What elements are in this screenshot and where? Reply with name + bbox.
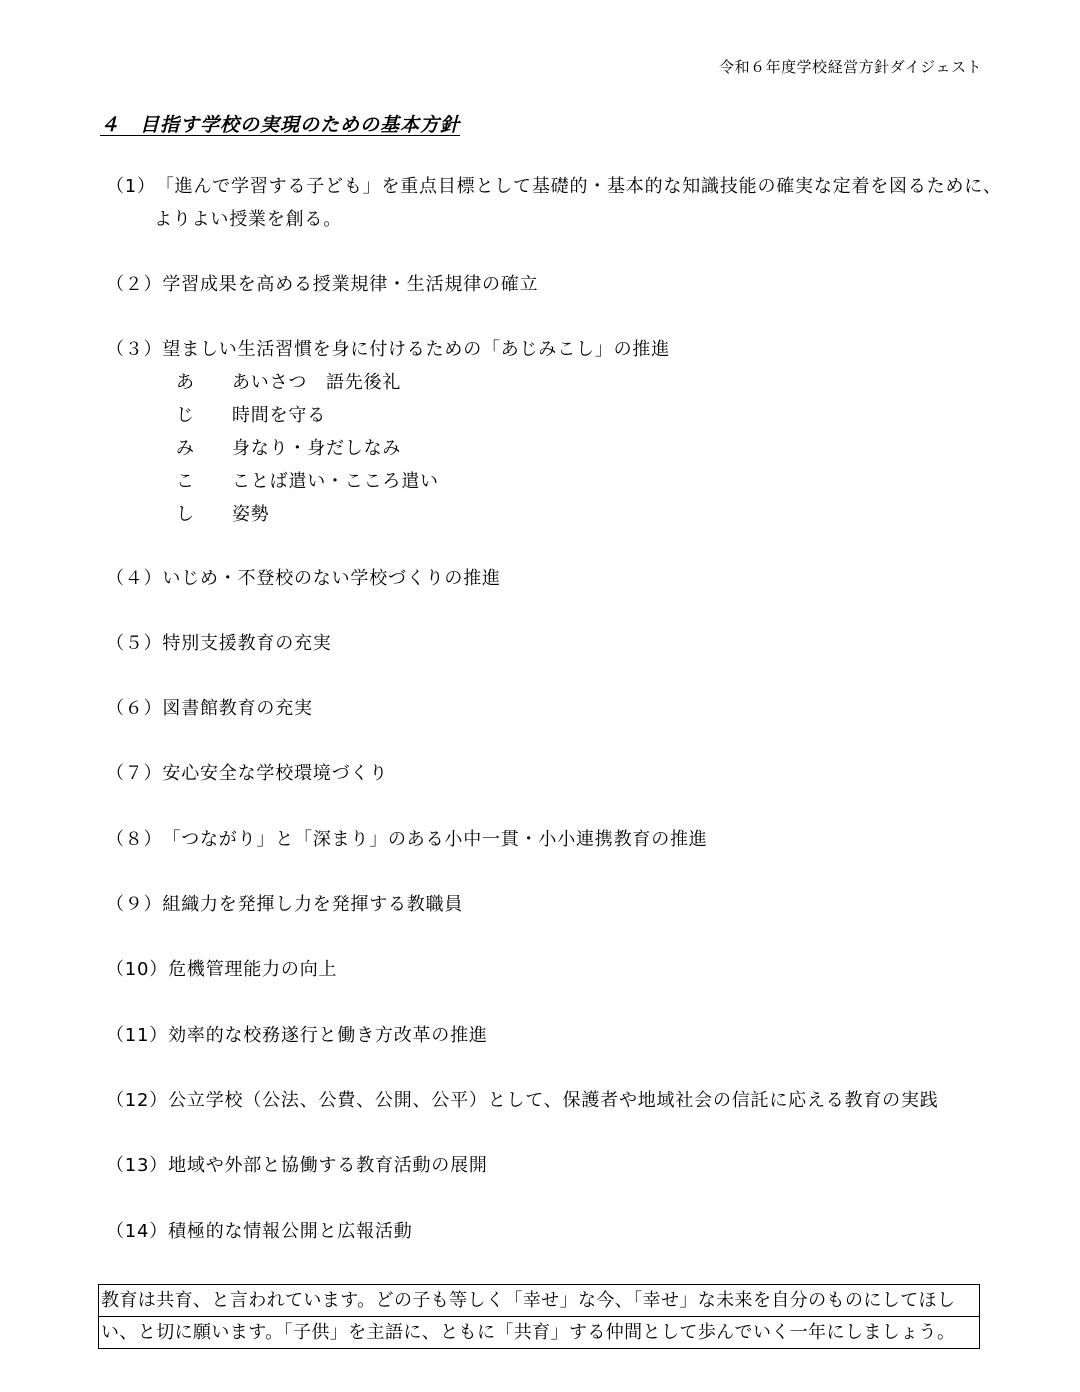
- policy-item-13: [106, 1149, 488, 1182]
- ajimikoshi-item-shi: [176, 498, 439, 531]
- ajimikoshi-item-a: [176, 366, 439, 399]
- policy-number: （10）: [106, 959, 169, 980]
- policy-text: 安心安全な学校環境づくり: [162, 763, 389, 784]
- policy-text: 地域や外部と協働する教育活動の展開: [168, 1155, 488, 1176]
- ajimikoshi-kana: み: [176, 438, 195, 459]
- policy-text: 「進んで学習する子ども」を重点目標として基礎的・基本的な知識技能の確実な定着を図るために、: [155, 176, 1002, 197]
- closing-message-line-1: 教育は共育、と言われています。どの子も等しく「幸せ」な今、「幸せ」な未来を自分のものにしてほし: [98, 1284, 980, 1317]
- policy-text: 「つながり」と「深まり」のある小中一貫・小小連携教育の推進: [162, 829, 708, 850]
- policy-item-6: [106, 692, 313, 725]
- policy-item-10: [106, 953, 337, 986]
- policy-text: 学習成果を高める授業規律・生活規律の確立: [162, 274, 539, 295]
- ajimikoshi-item-mi: [176, 432, 439, 465]
- policy-item-4: [106, 562, 501, 595]
- policy-item-11: [106, 1019, 488, 1052]
- policy-text: 組織力を発揮し力を発揮する教職員: [162, 894, 464, 915]
- ajimikoshi-kana: じ: [176, 405, 195, 426]
- policy-item-5: [106, 627, 332, 660]
- policy-item-8: [106, 823, 708, 856]
- policy-number: （７）: [106, 763, 163, 784]
- ajimikoshi-kana: こ: [176, 471, 195, 492]
- section-title: ４ 目指す学校の実現のための基本方針: [100, 114, 461, 136]
- policy-text: いじめ・不登校のない学校づくりの推進: [162, 568, 501, 589]
- policy-item-12: [106, 1084, 939, 1117]
- policy-number: （３）: [106, 339, 163, 360]
- policy-item-9: [106, 888, 463, 921]
- policy-text-continuation: よりよい授業を創る。: [154, 209, 342, 230]
- policy-item-14: [106, 1215, 413, 1248]
- policy-number: （２）: [106, 274, 163, 295]
- document-header-note: 令和６年度学校経営方針ダイジェスト: [719, 58, 982, 76]
- ajimikoshi-text: あいさつ 語先後礼: [232, 372, 402, 393]
- ajimikoshi-item-ko: [176, 465, 439, 498]
- ajimikoshi-text: 姿勢: [232, 504, 270, 525]
- policy-item-2: [106, 268, 538, 301]
- policy-text: 公立学校（公法、公費、公開、公平）として、保護者や地域社会の信託に応える教育の実践: [168, 1090, 939, 1111]
- ajimikoshi-text: 時間を守る: [232, 405, 326, 426]
- policy-number: （８）: [106, 829, 163, 850]
- policy-number: （９）: [106, 894, 163, 915]
- policy-item-3: [106, 333, 670, 366]
- policy-text: 危機管理能力の向上: [168, 959, 338, 980]
- ajimikoshi-list: [176, 366, 439, 531]
- ajimikoshi-text: ことば遣い・こころ遣い: [232, 471, 439, 492]
- policy-number: （12）: [106, 1090, 169, 1111]
- policy-number: （14）: [106, 1221, 169, 1242]
- policy-item-1: [106, 170, 1002, 236]
- policy-text: 特別支援教育の充実: [162, 633, 332, 654]
- ajimikoshi-item-ji: [176, 399, 439, 432]
- policy-number: （11）: [106, 1025, 169, 1046]
- ajimikoshi-kana: あ: [176, 372, 195, 393]
- closing-message-line-2: い、と切に願います。「子供」を主語に、ともに「共育」する仲間として歩んでいく一年にしましょう。: [98, 1317, 980, 1349]
- policy-text: 図書館教育の充実: [162, 698, 313, 719]
- policy-number: （13）: [106, 1155, 169, 1176]
- ajimikoshi-kana: し: [176, 504, 195, 525]
- closing-message-box: [98, 1284, 980, 1349]
- policy-item-7: [106, 757, 388, 790]
- policy-number: （６）: [106, 698, 163, 719]
- policy-text: 積極的な情報公開と広報活動: [168, 1221, 413, 1242]
- policy-text: 望ましい生活習慣を身に付けるための「あじみこし」の推進: [162, 339, 671, 360]
- policy-text: 効率的な校務遂行と働き方改革の推進: [168, 1025, 488, 1046]
- ajimikoshi-text: 身なり・身だしなみ: [232, 438, 402, 459]
- policy-number: （５）: [106, 633, 163, 654]
- policy-number: （４）: [106, 568, 163, 589]
- policy-number: （1）: [106, 176, 156, 197]
